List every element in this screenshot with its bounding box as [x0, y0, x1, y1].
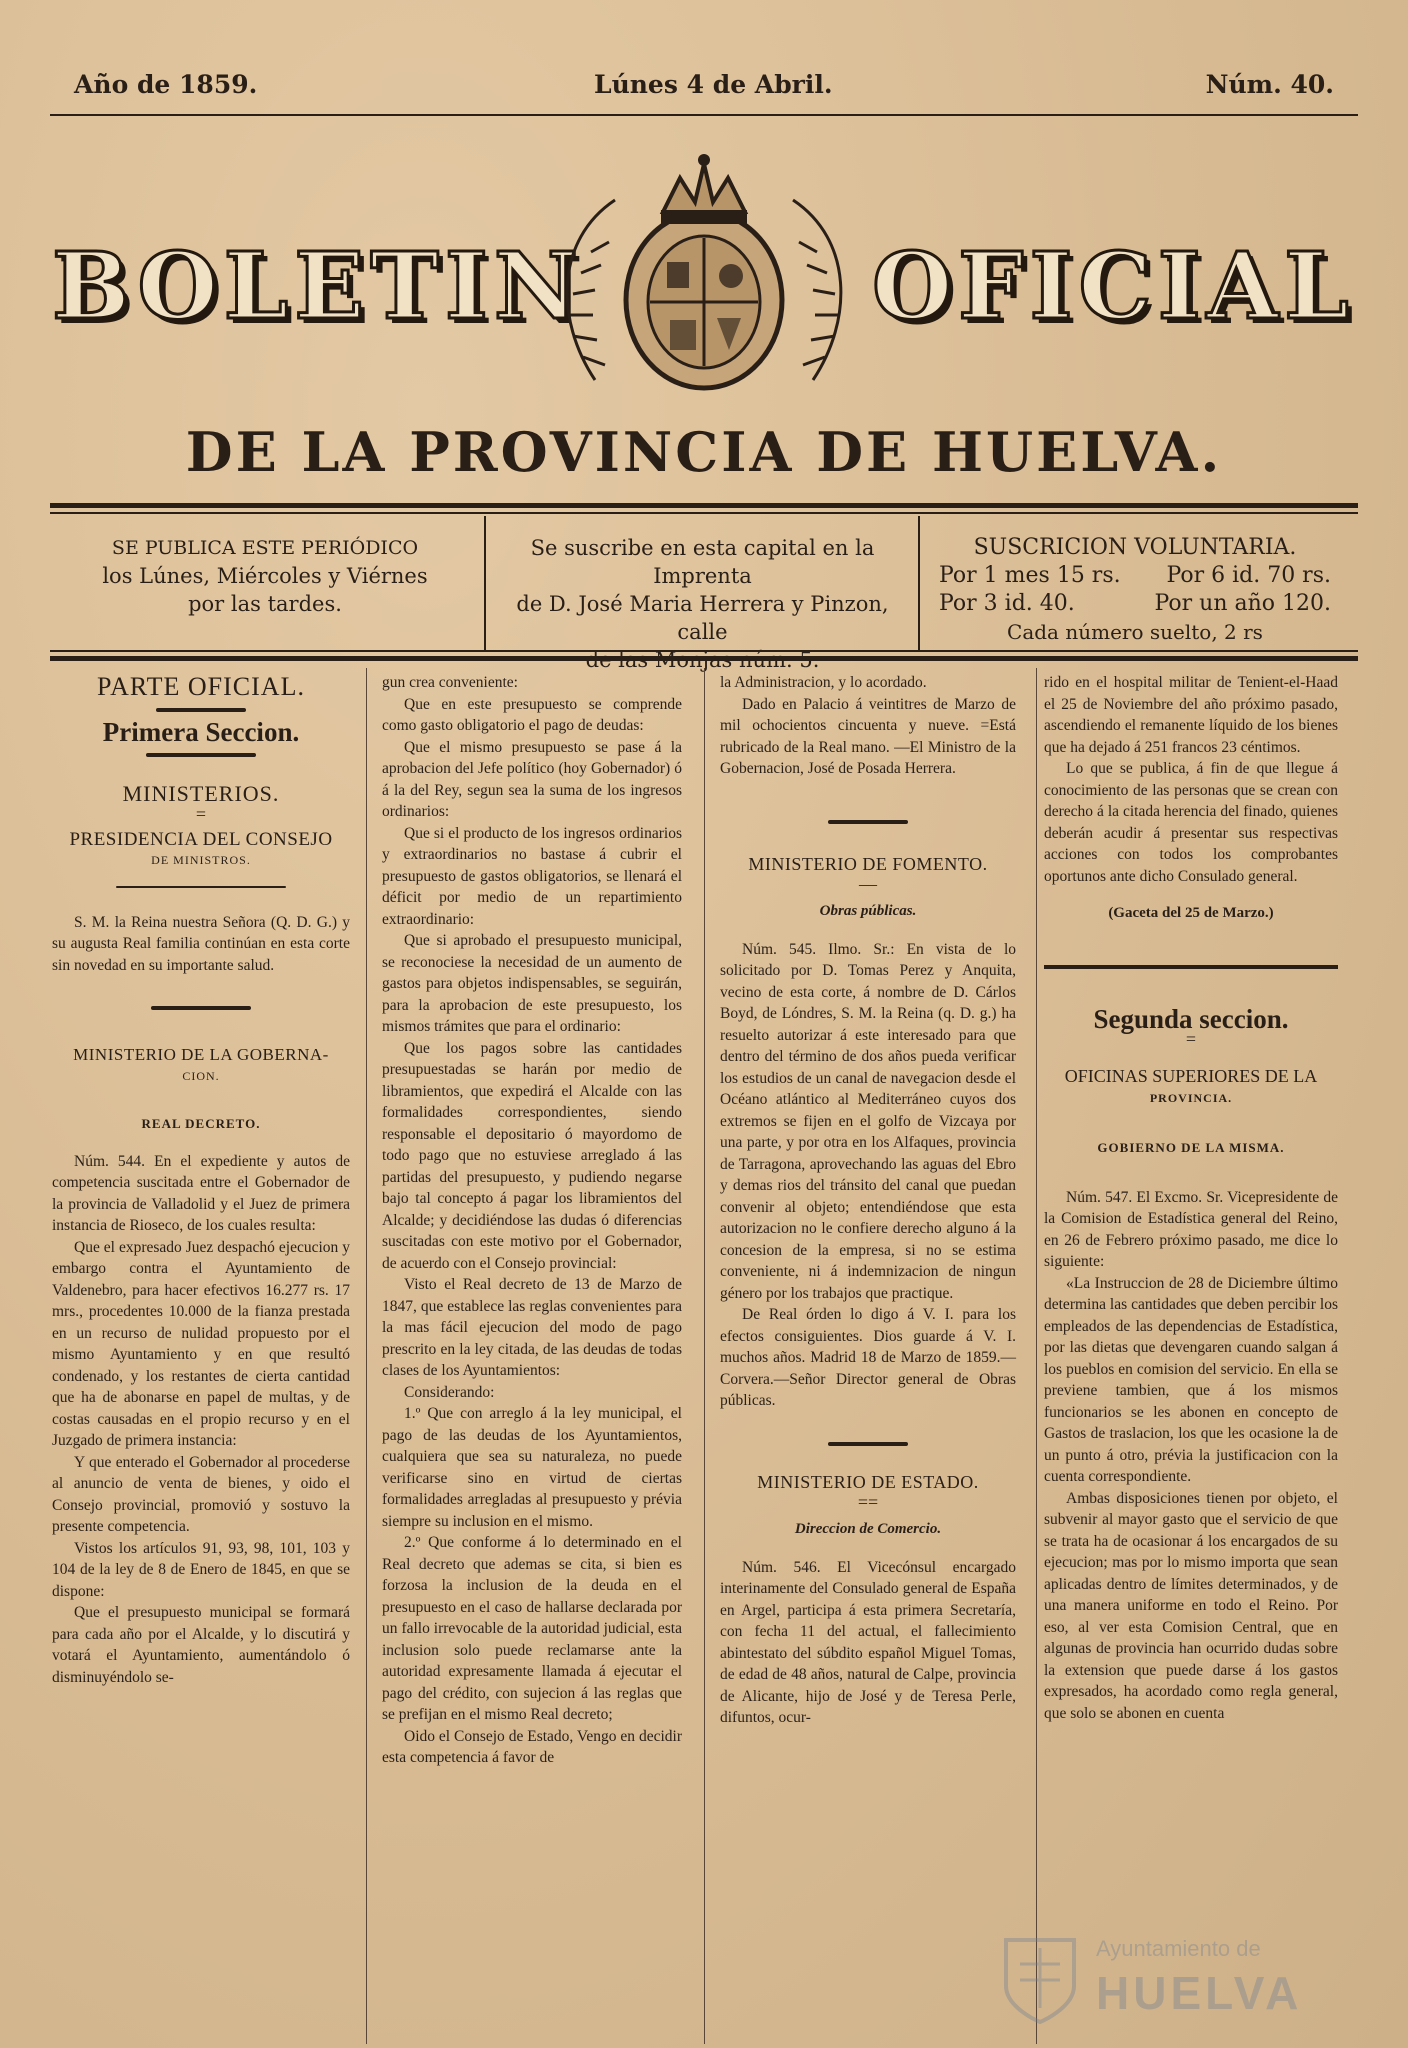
prices-row: [925, 562, 1345, 590]
double-rule: =: [1185, 1029, 1197, 1049]
column-divider: [704, 668, 705, 2044]
price-single: Cada número suelto, 2 rs: [1007, 620, 1263, 644]
royal-coat-of-arms-icon: [535, 150, 873, 400]
section-title: Primera Seccion.: [102, 716, 300, 747]
info-divider: [484, 516, 486, 650]
ornament-divider: [156, 708, 246, 712]
ornament-divider: [146, 753, 256, 757]
info-rule-bottom-thin: [50, 650, 1358, 652]
column-divider: [366, 668, 367, 2044]
subscribe-line: Se suscribe en esta capital en la Imprenta: [530, 536, 875, 588]
single-rule: —: [859, 874, 877, 894]
info-rule-bottom: [50, 656, 1358, 661]
ornament-divider: [828, 820, 908, 824]
masthead-word-boletin: BOLETIN: [52, 232, 585, 340]
source-note: (Gaceta del 25 de Marzo.): [1108, 905, 1274, 921]
header-bar: [50, 70, 1358, 110]
paragraph: 1.º Que con arreglo á la ley municipal, el pago de las deudas de los Ayuntamientos, cualquiera que sea su naturaleza, no puede verificarse sino en virtud de ciertas formalidades arregladas al presupuesto y prévia siempre su inclusion en el mismo.: [382, 1405, 682, 1530]
paragraph: Que el presupuesto municipal se formará para cada año por el Alcalde, y lo discutirá y votará el Ayuntamiento, aumentándolo ó disminuyéndolo se-: [52, 1604, 350, 1686]
paragraph: Que el expresado Juez despachó ejecucion y embargo contra el Ayuntamiento de Valdenebro, para hacer efectivos 16.277 rs. 17 mrs., procedentes 10.000 de la fianza prestada en un recurso de nulidad propuesto por el mismo Ayuntamiento y en que resultó condenado, y los restantes de cierta cantidad que ha de abonarse en papel de multas, y de costas causadas en el propio recurso y en el Juzgado de primera instancia:: [52, 1238, 350, 1449]
info-divider: [918, 516, 920, 650]
column-2: [382, 672, 682, 1769]
ornament-divider: [151, 1006, 251, 1010]
prices-row: [925, 590, 1345, 618]
paragraph: Núm. 545. Ilmo. Sr.: En vista de lo solicitado por D. Tomas Perez y Anquita, vecino de esta corte, á nombre de D. Cárlos Boyd, de Lóndres, S. M. la Reina (q. D. g.) ha resuelto autorizar á este interesado para que dentro del término de dos años pueda verificar los estudios de un canal de navegacion desde el Océano atlántico al Mediterráneo cuyos dos extremos se fijen en el golfo de Vizcaya por una parte, y por otra en los Alfaques, provincia de Tarragona, aprovechando las aguas del Ebro y demas rios del tránsito del canal que puedan convenir al objeto; entendiéndose que esta autorizacion no le confiere derecho alguno á la concesion de la empresa, si no se estima conveniente, ni á indemnizacion de ningun género por los trabajos que practique.: [720, 940, 1016, 1302]
price-item: Por un año 120.: [1154, 591, 1331, 616]
paragraph: Núm. 546. El Vicecónsul encargado interinamente del Consulado general de España en Argel, participa á esta primera Secretaría, con fecha 11 del actual, el fallecimiento abintestato del súbdito español Miguel Tomas, de edad de 48 años, natural de Calpe, provincia de Alicante, hijo de José y de Teresa Perle, difuntos, ocur-: [720, 1558, 1016, 1726]
paragraph: Considerando:: [404, 1383, 495, 1401]
paragraph: Vistos los artículos 91, 93, 98, 101, 103 y 104 de la ley de 8 de Enero de 1845, en que se dispone:: [52, 1539, 350, 1600]
ministry-heading: PRESIDENCIA DEL CONSEJO: [69, 828, 333, 850]
paragraph: la Administracion, y lo acordado.: [720, 674, 927, 691]
ministry-heading: MINISTERIO DE LA GOBERNA-: [73, 1045, 329, 1064]
office-subheading: PROVINCIA.: [1149, 1090, 1233, 1105]
column-3: [720, 672, 1016, 1729]
archive-watermark: [1000, 1930, 1330, 2030]
paragraph: Que los pagos sobre las cantidades presupuestadas se harán por medio de libramientos, que expedirá el Alcalde con las formalidades correspondientes, siendo responsable el depositario ó mayordomo de todo pago que no estuviese arreglado á las partidas del presupuesto, y pudiendo negarse bajo tal concepto á pagar los libramientos del Alcalde; y decidiéndose las dudas ó diferencias suscitadas con este motivo por el Gobernador, de acuerdo con el Consejo provincial:: [382, 1039, 682, 1272]
issue-date: Lúnes 4 de Abril.: [594, 70, 833, 99]
paragraph: Oido el Consejo de Estado, Vengo en decidir esta competencia á favor de: [382, 1727, 682, 1766]
double-rule: =: [195, 803, 207, 824]
paragraph: Que si aprobado el presupuesto municipal, se reconociese la necesidad de un aumento de gastos para objetos indispensables, se seguirán, para la aprobacion de este presupuesto, los mismos trámites que para el ordinario:: [382, 932, 682, 1035]
paragraph: Lo que se publica, á fin de que llegue á conocimiento de las personas que se crean con derecho á la citada herencia del finado, quienes deberán acudir á presentar sus respectivas acciones con todos los comprobantes oportunos ante dicho Consulado general.: [1044, 760, 1338, 885]
schedule-line: por las tardes.: [188, 592, 342, 616]
ministry-heading: MINISTERIO DE FOMENTO.: [748, 853, 988, 874]
column-divider: [1036, 668, 1037, 2044]
municipal-shield-icon: [1000, 1934, 1080, 2026]
paragraph: Núm. 544. En el expediente y autos de competencia suscitada entre el Gobernador de la provincia de Valladolid y el Juez de primera instancia de Rioseco, de los cuales resulta:: [52, 1152, 350, 1234]
section-heading: PARTE OFICIAL.: [97, 672, 305, 701]
decree-heading: REAL DECRETO.: [141, 1116, 261, 1131]
office-heading: OFICINAS SUPERIORES DE LA: [1064, 1066, 1318, 1086]
paragraph: Que si el producto de los ingresos ordinarios y extraordinarios no bastase á cubrir el presupuesto de gastos obligatorios, se llenará el déficit por medio de un repartimiento extraordinario:: [382, 824, 682, 928]
paragraph: 2.º Que conforme á lo determinado en el Real decreto que ademas se cita, si bien es forzosa la inclusion de la deuda en el presupuesto en el caso de hallarse declarada por un fallo irrevocable de la autoridad judicial, esta inclusion solo puede reclamarse ante la autoridad expresamente llamada á ejecutar el pago del crédito, con sujecion á las reglas que se prefijan en el mismo Real decreto;: [382, 1534, 682, 1723]
paragraph: Ambas disposiciones tienen por objeto, el subvenir al mayor gasto que el servicio de que se trata ha de ocasionar á los encargados de su ejecucion; mas por lo mismo importa que sean aplicadas dentro de límites determinados, y de una manera uniforme en todo el Reino. Por eso, al ver esta Comision Central, que en algunas de provincia han ocurrido dudas sobre la extension que puede darse á los gastos expresados, ha acordado como regla general, que solo se abonen en cuenta: [1044, 1489, 1338, 1722]
subscribe-line: de D. José Maria Herrera y Pinzon, calle: [516, 592, 889, 644]
subheading: Obras públicas.: [819, 903, 917, 919]
paragraph: Que el mismo presupuesto se pase á la aprobacion del Jefe político (hoy Gobernador) ó á la del Rey, segun sea la suma de los ingresos ordinarios:: [382, 738, 682, 820]
header-rule: [50, 114, 1358, 116]
government-heading: GOBIERNO DE LA MISMA.: [1097, 1140, 1285, 1155]
paragraph: Núm. 547. El Excmo. Sr. Vicepresidente de la Comision de Estadística general del Reino, en 26 de Febrero próximo pasado, me dice lo siguiente:: [1044, 1188, 1338, 1270]
info-schedule: [70, 534, 460, 618]
info-rule-top-thin: [50, 512, 1358, 514]
ornament-divider: [116, 886, 286, 888]
section-title: Segunda seccion.: [1093, 1003, 1289, 1034]
paragraph: «La Instruccion de 28 de Diciembre último determina las cantidades que deben percibir los empleados de las dependencias de Estadística, por las dietas que devengaren cuando salgan á los pueblos en comision del servicio. En ella se previene tambien, que á los mismos funcionarios se les abonen en concepto de Gastos de traslacion, los que les ocasione la de un punto á otro, prévia la justificacion con la cuenta correspondiente.: [1044, 1274, 1338, 1485]
watermark-line-1: Ayuntamiento de: [1096, 1936, 1261, 1961]
ministry-subheading: CION.: [182, 1068, 220, 1083]
schedule-line: los Lúnes, Miércoles y Viérnes: [102, 564, 428, 588]
info-subscription: [490, 534, 915, 674]
prices-title: SUSCRICION VOLUNTARIA.: [973, 535, 1297, 560]
ministry-subheading: DE MINISTROS.: [151, 853, 251, 867]
paragraph: De Real órden lo digo á V. I. para los efectos consiguientes. Dios guarde á V. I. muchos años. Madrid 18 de Marzo de 1859.—Corvera.—Señor Director general de Obras públicas.: [720, 1306, 1016, 1409]
watermark-line-2: HUELVA: [1096, 1967, 1303, 2019]
info-prices: [925, 534, 1345, 646]
issue-number: Núm. 40.: [1205, 70, 1334, 99]
paragraph: Que en este presupuesto se comprende como gasto obligatorio el pago de deudas:: [382, 695, 682, 734]
column-4: [1044, 672, 1338, 1724]
schedule-line: SE PUBLICA ESTE PERIÓDICO: [111, 537, 419, 559]
info-rule-top: [50, 503, 1358, 508]
column-1: [52, 672, 350, 1688]
issue-year: Año de 1859.: [74, 70, 258, 99]
masthead-word-oficial: OFICIAL: [872, 232, 1355, 340]
ministry-heading: MINISTERIOS.: [122, 781, 280, 806]
masthead-subtitle: DE LA PROVINCIA DE HUELVA.: [185, 420, 1223, 484]
paragraph: Dado en Palacio á veintitres de Marzo de mil ochocientos cincuenta y nueve. =Está rubricado de la Real mano. —El Ministro de la Gobernacion, José de Posada Herrera.: [720, 695, 1016, 777]
price-item: Por 1 mes 15 rs.: [939, 563, 1121, 588]
price-item: Por 6 id. 70 rs.: [1166, 563, 1331, 588]
paragraph: Visto el Real decreto de 13 de Marzo de 1847, que establece las reglas convenientes para la mas fácil ejecucion del modo de pago prescrito en la ley citada, de las deudas de todas clases de los Ayuntamientos:: [382, 1276, 682, 1379]
price-item: Por 3 id. 40.: [939, 591, 1075, 616]
subheading: Direccion de Comercio.: [794, 1521, 942, 1537]
paragraph: gun crea conveniente:: [382, 674, 518, 691]
paragraph: rido en el hospital militar de Tenient-el-Haad el 25 de Noviembre del año próximo pasado, ascendiendo el remanente líquido de los bienes que ha dejado á 251 francos 23 céntimos.: [1044, 674, 1338, 756]
ministry-heading: MINISTERIO DE ESTADO.: [757, 1471, 979, 1492]
paragraph: Y que enterado el Gobernador al procederse al anuncio de venta de bienes, y oido el Consejo provincial, promovió y sostuvo la presente competencia.: [52, 1453, 350, 1535]
section-rule: [1044, 965, 1338, 969]
double-rule: ==: [857, 1492, 879, 1512]
paragraph: S. M. la Reina nuestra Señora (Q. D. G.) y su augusta Real familia continúan en esta corte sin novedad en su importante salud.: [52, 913, 350, 974]
ornament-divider: [828, 1442, 908, 1446]
